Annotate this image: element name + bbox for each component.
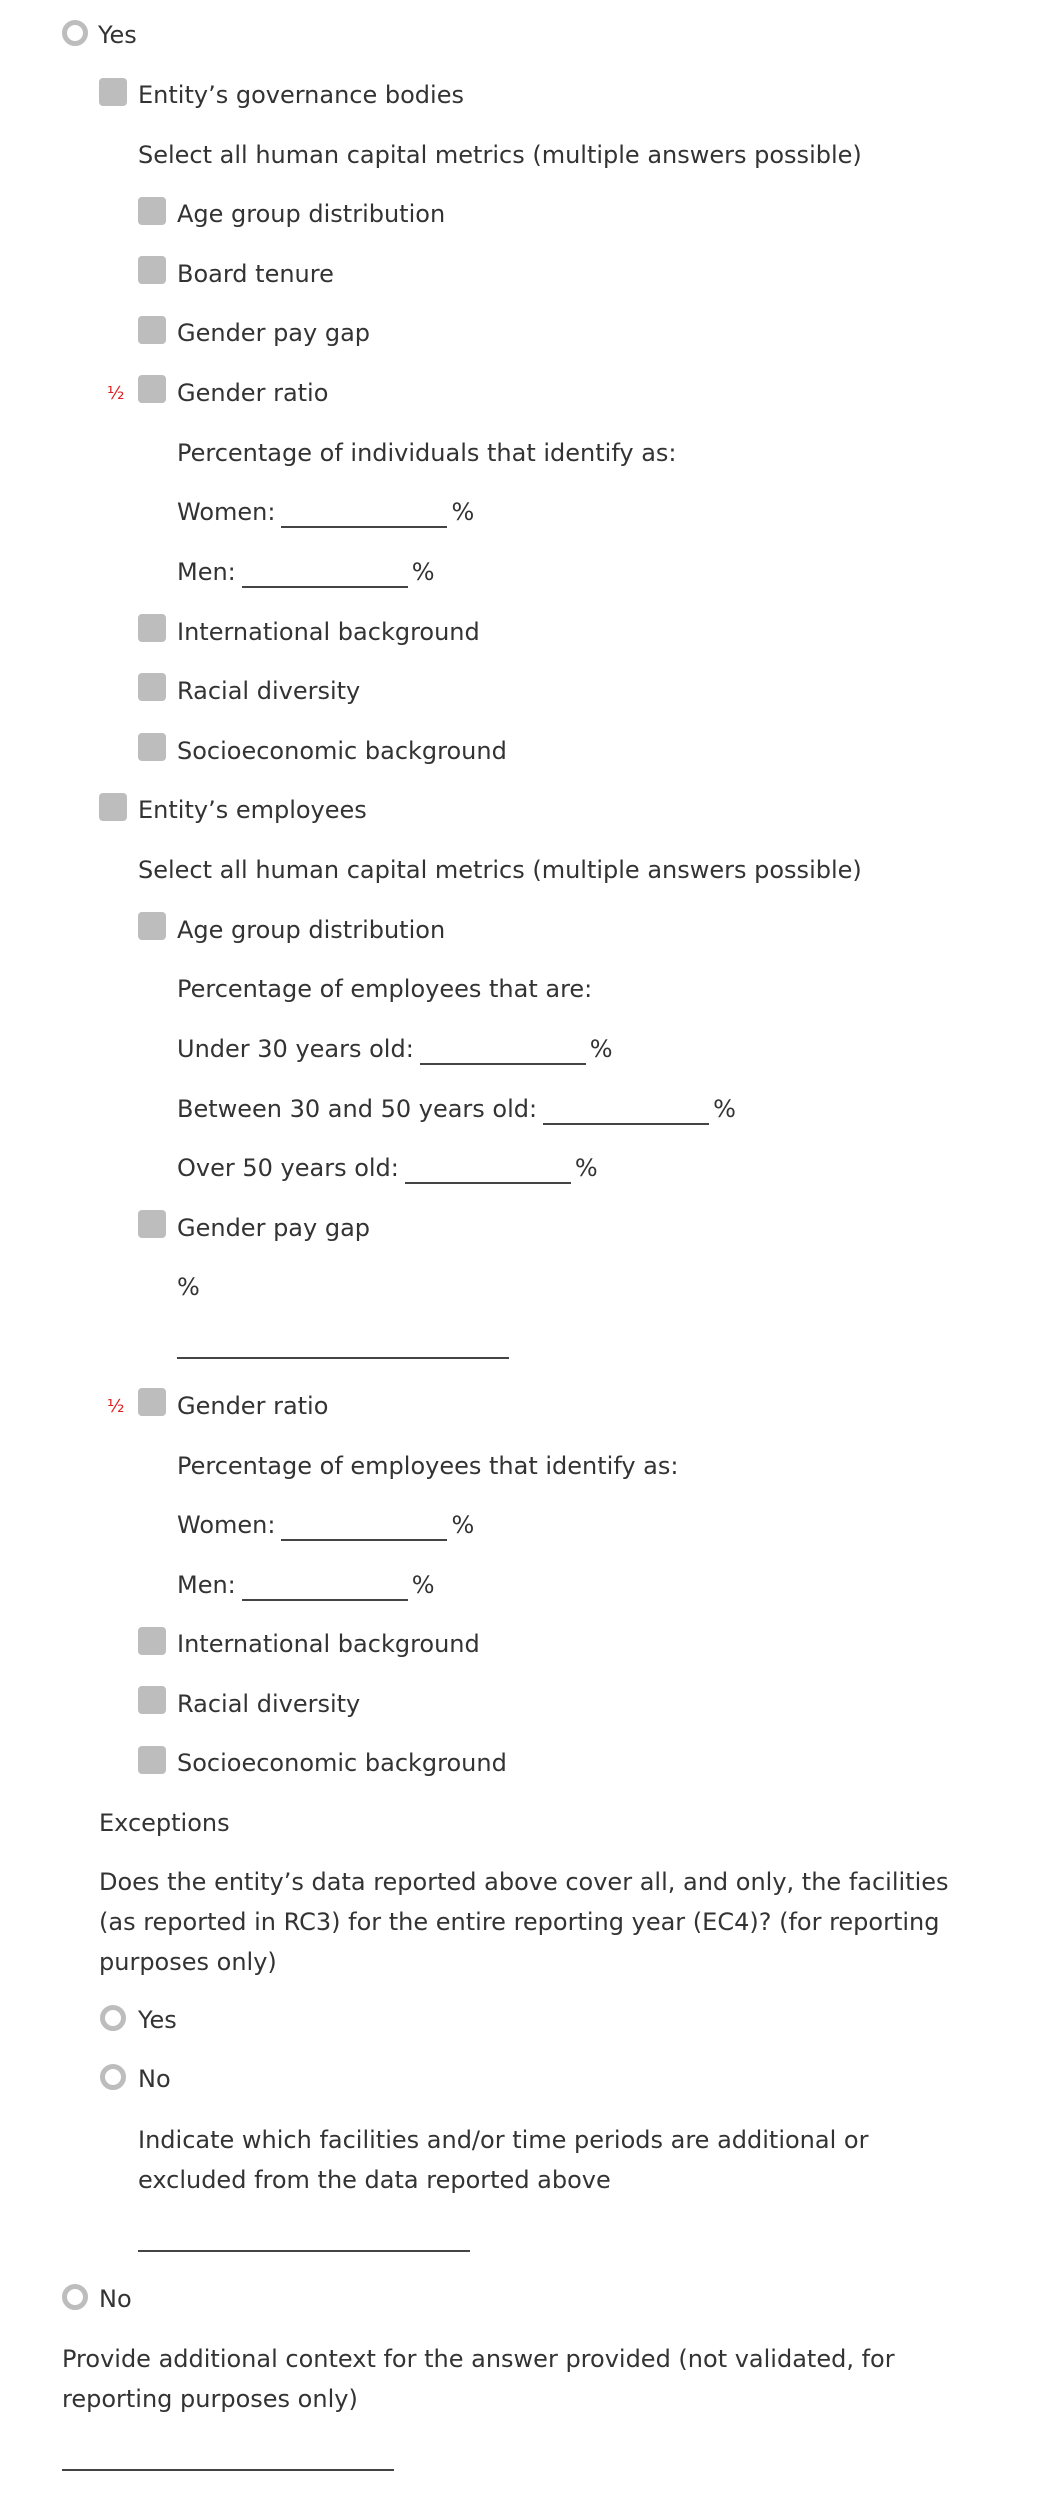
emp-pay-gap-checkbox[interactable]	[138, 1210, 166, 1238]
emp-under30-label: Under 30 years old:	[177, 1035, 414, 1063]
exceptions-no-label: No	[138, 2065, 171, 2093]
emp-under30-input[interactable]	[420, 1033, 586, 1065]
answer-no-label: No	[99, 2285, 132, 2313]
emp-between-input[interactable]	[543, 1093, 709, 1125]
emp-ratio-prompt: Percentage of employees that identify as:	[177, 1452, 679, 1480]
emp-pay-gap-unit: %	[177, 1273, 200, 1301]
emp-over50-label: Over 50 years old:	[177, 1154, 399, 1182]
governance-bodies-label: Entity’s governance bodies	[138, 81, 464, 109]
emp-under30-unit: %	[589, 1035, 613, 1063]
employees-checkbox[interactable]	[99, 793, 127, 821]
gov-women-row	[177, 492, 474, 532]
gov-international-checkbox[interactable]	[138, 614, 166, 642]
emp-pay-gap-input[interactable]	[177, 1357, 509, 1359]
emp-between-unit: %	[713, 1095, 736, 1123]
gov-men-unit: %	[411, 558, 435, 586]
gov-age-group-label: Age group distribution	[177, 200, 446, 228]
emp-over50-input[interactable]	[405, 1152, 571, 1184]
gov-age-group-checkbox[interactable]	[138, 197, 166, 225]
gov-men-row	[177, 552, 435, 592]
exceptions-question: Does the entity’s data reported above cover all, and only, the facilities (as reported in RC3) for the entire reporting year (EC4)? (for reporting purposes only)	[99, 1868, 949, 1976]
gov-men-label: Men:	[177, 558, 236, 586]
emp-women-label: Women:	[177, 1511, 276, 1539]
emp-age-group-label: Age group distribution	[177, 916, 446, 944]
answer-yes-radio[interactable]	[62, 20, 88, 46]
emp-between-label: Between 30 and 50 years old:	[177, 1095, 538, 1123]
gov-socioeconomic-label: Socioeconomic background	[177, 737, 507, 765]
exceptions-indicate-prompt: Indicate which facilities and/or time periods are additional or excluded from the data reported above	[138, 2126, 869, 2194]
gov-ratio-prompt: Percentage of individuals that identify as:	[177, 439, 677, 467]
gov-women-unit: %	[451, 498, 475, 526]
governance-bodies-checkbox[interactable]	[99, 78, 127, 106]
gov-pay-gap-label: Gender pay gap	[177, 319, 371, 347]
additional-context-prompt: Provide additional context for the answer provided (not validated, for reporting purposes only)	[62, 2345, 895, 2413]
gov-international-label: International background	[177, 618, 480, 646]
emp-socioeconomic-label: Socioeconomic background	[177, 1749, 507, 1777]
answer-yes-label: Yes	[98, 21, 137, 49]
emp-over50-row	[177, 1148, 598, 1188]
emp-men-input[interactable]	[242, 1569, 408, 1601]
gov-socioeconomic-checkbox[interactable]	[138, 733, 166, 761]
exceptions-yes-radio[interactable]	[100, 2005, 126, 2031]
emp-age-prompt: Percentage of employees that are:	[177, 975, 593, 1003]
additional-context-input[interactable]	[62, 2469, 394, 2471]
gov-half-mark: ½	[107, 383, 125, 404]
emp-half-mark: ½	[107, 1396, 125, 1417]
emp-international-label: International background	[177, 1630, 480, 1658]
gov-racial-label: Racial diversity	[177, 677, 361, 705]
gov-women-input[interactable]	[281, 496, 447, 528]
gov-gender-ratio-checkbox[interactable]	[138, 375, 166, 403]
emp-between-row	[177, 1089, 736, 1129]
emp-men-unit: %	[411, 1571, 435, 1599]
gov-gender-ratio-label: Gender ratio	[177, 379, 329, 407]
emp-racial-label: Racial diversity	[177, 1690, 361, 1718]
emp-age-group-checkbox[interactable]	[138, 912, 166, 940]
emp-pay-gap-label: Gender pay gap	[177, 1214, 371, 1242]
exceptions-yes-label: Yes	[138, 2006, 177, 2034]
employees-select-prompt: Select all human capital metrics (multiple answers possible)	[138, 856, 862, 884]
emp-socioeconomic-checkbox[interactable]	[138, 1746, 166, 1774]
emp-international-checkbox[interactable]	[138, 1627, 166, 1655]
exceptions-indicate-input[interactable]	[138, 2250, 470, 2252]
emp-women-unit: %	[451, 1511, 475, 1539]
emp-gender-ratio-label: Gender ratio	[177, 1392, 329, 1420]
gov-board-tenure-label: Board tenure	[177, 260, 334, 288]
emp-over50-unit: %	[574, 1154, 598, 1182]
exceptions-no-radio[interactable]	[100, 2064, 126, 2090]
employees-label: Entity’s employees	[138, 796, 367, 824]
emp-women-input[interactable]	[281, 1509, 447, 1541]
gov-board-tenure-checkbox[interactable]	[138, 256, 166, 284]
gov-pay-gap-checkbox[interactable]	[138, 316, 166, 344]
governance-select-prompt: Select all human capital metrics (multiple answers possible)	[138, 141, 862, 169]
emp-men-row	[177, 1565, 435, 1605]
emp-gender-ratio-checkbox[interactable]	[138, 1388, 166, 1416]
exceptions-heading: Exceptions	[99, 1809, 230, 1837]
emp-racial-checkbox[interactable]	[138, 1686, 166, 1714]
emp-men-label: Men:	[177, 1571, 236, 1599]
emp-women-row	[177, 1505, 474, 1545]
gov-men-input[interactable]	[242, 556, 408, 588]
emp-under30-row	[177, 1029, 613, 1069]
gov-racial-checkbox[interactable]	[138, 673, 166, 701]
gov-women-label: Women:	[177, 498, 276, 526]
answer-no-radio[interactable]	[62, 2284, 88, 2310]
